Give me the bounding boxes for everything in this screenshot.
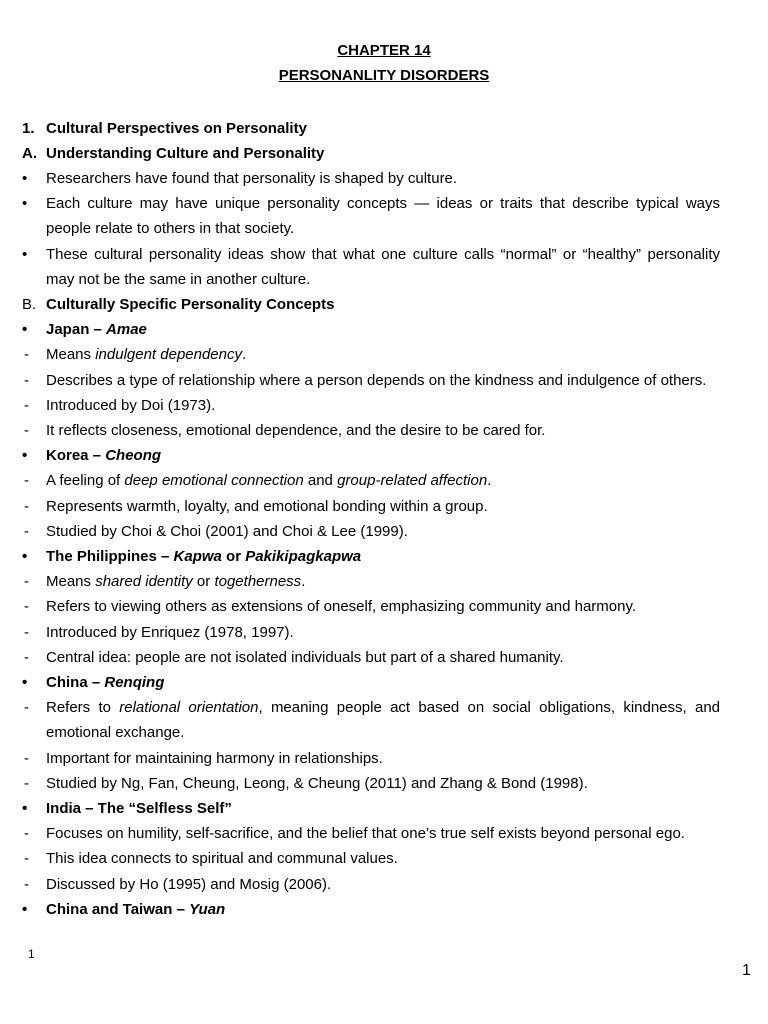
- item-text: [46, 242, 720, 292]
- text-segment: Studied by Ng, Fan, Cheung, Leong, & Cheung (2011) and Zhang & Bond (1998).: [46, 774, 588, 792]
- list-item: [22, 544, 720, 569]
- item-text: [46, 494, 720, 519]
- item-text: [46, 368, 720, 393]
- item-text: [46, 771, 720, 796]
- list-item: [22, 796, 720, 821]
- text-segment: Cultural Perspectives on Personality: [46, 119, 307, 137]
- item-text: [46, 645, 720, 670]
- sub-item: [22, 821, 720, 846]
- italic-term: togetherness: [214, 573, 302, 591]
- text-segment: Studied by Choi & Choi (2001) and Choi & Lee (1999).: [46, 522, 408, 540]
- text-segment: Central idea: people are not isolated individuals but part of a shared humanity.: [46, 648, 564, 666]
- sub-item: [22, 368, 720, 393]
- italic-term: Cheong: [105, 447, 162, 465]
- item-text: [46, 317, 720, 342]
- item-text: [46, 821, 720, 846]
- text-segment: This idea connects to spiritual and communal values.: [46, 850, 398, 868]
- italic-term: deep emotional connection: [124, 472, 304, 490]
- text-segment: Culturally Specific Personality Concepts: [46, 295, 335, 313]
- text-segment: The Philippines –: [46, 547, 174, 565]
- text-segment: Refers to viewing others as extensions of oneself, emphasizing community and harmony.: [46, 598, 637, 616]
- item-text: [46, 796, 720, 821]
- italic-term: Amae: [106, 321, 147, 339]
- bullet-marker: •: [22, 195, 28, 213]
- dash-marker: -: [24, 371, 29, 389]
- list-item: [22, 897, 720, 922]
- italic-term: indulgent dependency: [95, 346, 242, 364]
- text-segment: A feeling of: [46, 472, 125, 490]
- bullet-marker: •: [22, 169, 28, 187]
- bullet-marker: •: [22, 673, 28, 691]
- text-segment: Introduced by Enriquez (1978, 1997).: [46, 623, 294, 641]
- italic-term: Yuan: [189, 900, 226, 918]
- list-item: [22, 317, 720, 342]
- sub-item: [22, 620, 720, 645]
- text-segment: or: [221, 547, 246, 565]
- dash-marker: -: [24, 598, 29, 616]
- section-number: A.: [22, 144, 37, 162]
- dash-marker: -: [24, 850, 29, 868]
- dash-marker: -: [24, 396, 29, 414]
- sub-item: [22, 594, 720, 619]
- text-segment: Important for maintaining harmony in relationships.: [46, 749, 383, 767]
- text-segment: It reflects closeness, emotional dependence, and the desire to be cared for.: [46, 421, 546, 439]
- text-segment: Refers to: [46, 699, 120, 717]
- text-segment: .: [242, 346, 247, 364]
- item-text: [46, 141, 720, 166]
- item-text: [46, 620, 720, 645]
- page-number: 1: [742, 962, 751, 979]
- item-text: [46, 443, 720, 468]
- text-segment: .: [487, 472, 492, 490]
- item-text: [46, 519, 720, 544]
- text-segment: .: [301, 573, 306, 591]
- sub-item: [22, 468, 720, 493]
- text-segment: India – The “Selfless Self”: [46, 799, 232, 817]
- sub-item: [22, 569, 720, 594]
- item-text: [46, 670, 720, 695]
- text-segment: and: [303, 472, 338, 490]
- list-item: [22, 443, 720, 468]
- list-item: [22, 191, 720, 241]
- item-text: [46, 292, 720, 317]
- item-text: [46, 116, 720, 141]
- dash-marker: -: [24, 623, 29, 641]
- dash-marker: -: [24, 749, 29, 767]
- item-text: [46, 746, 720, 771]
- item-text: [46, 897, 720, 922]
- list-item: [22, 166, 720, 191]
- text-segment: These cultural personality ideas show that what one culture calls “normal” or “healthy” personality may not be the same in another culture.: [46, 245, 720, 288]
- section-heading: [22, 116, 720, 141]
- text-segment: Represents warmth, loyalty, and emotional bonding within a group.: [46, 497, 488, 515]
- sub-item: [22, 519, 720, 544]
- italic-term: group-related affection: [337, 472, 488, 490]
- text-segment: China and Taiwan –: [46, 900, 190, 918]
- sub-item: [22, 645, 720, 670]
- dash-marker: -: [24, 346, 29, 364]
- item-text: [46, 544, 720, 569]
- bullet-marker: •: [22, 799, 28, 817]
- dash-marker: -: [24, 573, 29, 591]
- document-body: [22, 116, 720, 923]
- text-segment: Japan –: [46, 321, 107, 339]
- text-segment: Introduced by Doi (1973).: [46, 396, 216, 414]
- text-segment: Describes a type of relationship where a person depends on the kindness and indulgence of others.: [46, 371, 707, 389]
- italic-term: relational orientation: [119, 699, 259, 717]
- section-heading: [22, 292, 720, 317]
- sub-item: [22, 494, 720, 519]
- bullet-marker: •: [22, 321, 28, 339]
- italic-term: Pakikipagkapwa: [245, 547, 362, 565]
- item-text: [46, 846, 720, 871]
- italic-term: Renqing: [104, 673, 165, 691]
- dash-marker: -: [24, 522, 29, 540]
- italic-term: Kapwa: [173, 547, 222, 565]
- section-number: 1.: [22, 119, 35, 137]
- bullet-marker: •: [22, 900, 28, 918]
- sub-item: [22, 771, 720, 796]
- footer-page-number-left: 1: [28, 947, 35, 961]
- bullet-marker: •: [22, 245, 28, 263]
- item-text: [46, 872, 720, 897]
- dash-marker: -: [24, 875, 29, 893]
- text-segment: Each culture may have unique personality concepts — ideas or traits that describe typical ways people relate to others in that society.: [46, 195, 720, 238]
- text-segment: Focuses on humility, self-sacrifice, and the belief that one’s true self exists beyond personal ego.: [46, 825, 685, 843]
- item-text: [46, 569, 720, 594]
- list-item: [22, 242, 720, 292]
- item-text: [46, 695, 720, 745]
- chapter-heading: CHAPTER 14: [337, 42, 431, 59]
- dash-marker: -: [24, 825, 29, 843]
- dash-marker: -: [24, 421, 29, 439]
- sub-item: [22, 872, 720, 897]
- item-text: [46, 342, 720, 367]
- text-segment: or: [192, 573, 215, 591]
- text-segment: China –: [46, 673, 105, 691]
- italic-term: shared identity: [95, 573, 193, 591]
- text-segment: Understanding Culture and Personality: [46, 144, 325, 162]
- dash-marker: -: [24, 774, 29, 792]
- item-text: [46, 191, 720, 241]
- item-text: [46, 393, 720, 418]
- sub-item: [22, 695, 720, 745]
- sub-item: [22, 846, 720, 871]
- dash-marker: -: [24, 472, 29, 490]
- sub-item: [22, 342, 720, 367]
- text-segment: Means: [46, 346, 96, 364]
- dash-marker: -: [24, 648, 29, 666]
- sub-item: [22, 418, 720, 443]
- bullet-marker: •: [22, 547, 28, 565]
- bullet-marker: •: [22, 447, 28, 465]
- section-number: B.: [22, 295, 37, 313]
- item-text: [46, 166, 720, 191]
- text-segment: Means: [46, 573, 96, 591]
- item-text: [46, 418, 720, 443]
- text-segment: , meaning people act based on social obligations, kindness, and emotional exchange.: [46, 699, 721, 742]
- sub-item: [22, 393, 720, 418]
- item-text: [46, 594, 720, 619]
- list-item: [22, 670, 720, 695]
- chapter-title: PERSONANLITY DISORDERS: [278, 67, 490, 84]
- sub-item: [22, 746, 720, 771]
- dash-marker: -: [24, 497, 29, 515]
- dash-marker: -: [24, 699, 29, 717]
- text-segment: Korea –: [46, 447, 106, 465]
- text-segment: Researchers have found that personality is shaped by culture.: [46, 169, 458, 187]
- item-text: [46, 468, 720, 493]
- text-segment: Discussed by Ho (1995) and Mosig (2006).: [46, 875, 332, 893]
- section-heading: [22, 141, 720, 166]
